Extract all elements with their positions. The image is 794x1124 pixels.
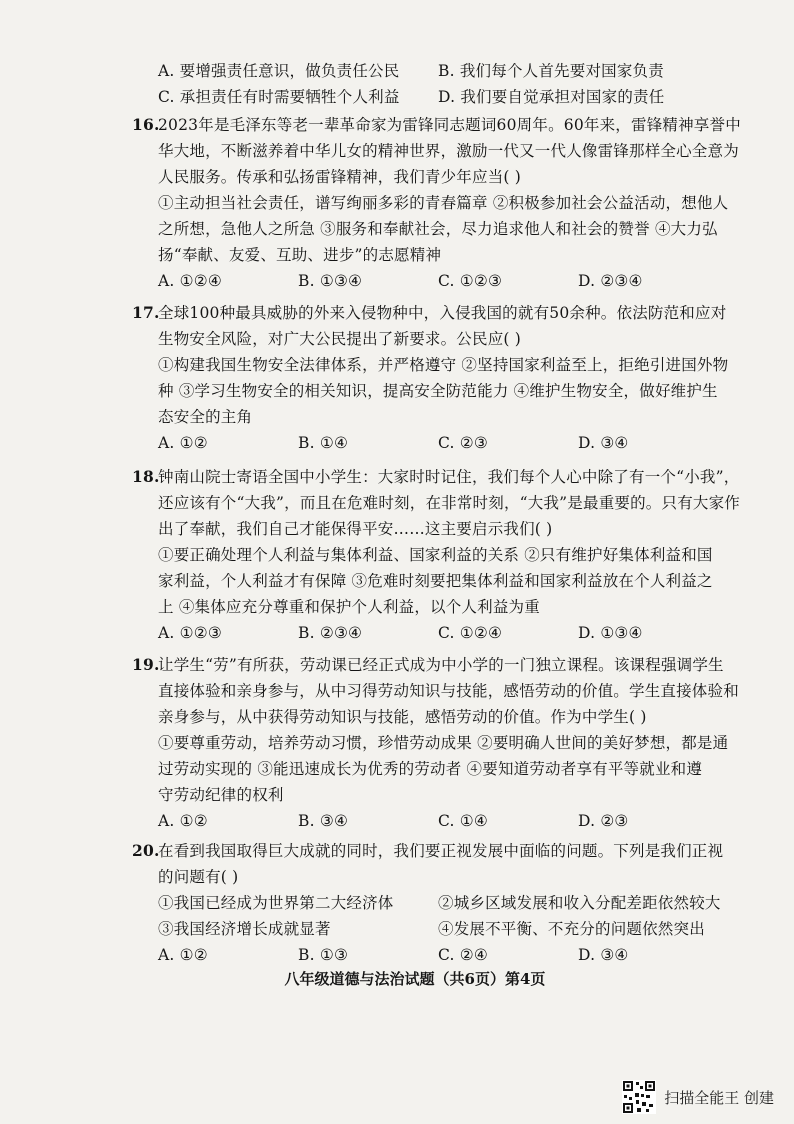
question-19: 19. 让学生“劳”有所获，劳动课已经正式成为中小学的一门独立课程。该课程强调学生 直接体验和亲身参与，从中习得劳动知识与技能，感悟劳动的价值。学生直接体验和 亲身参与，从中获得劳动知识与技能，感悟劳动的价值。作为中学生( ) ①要尊重劳动，培养劳动习惯，珍惜劳动成果 ②要明确人世间的美好梦想，都是通 过劳动实现的 ③能迅速成长为优秀的劳动者 ④要知道劳动者享有平等就业和遵 守劳动纪律的权利 A. ①② B. ③④ C. ①④ D. ②③ (158, 652, 718, 834)
option-d: D. 我们要自觉承担对国家的责任 (438, 88, 665, 106)
qr-code-icon (622, 1080, 656, 1114)
option-b: B. 我们每个人首先要对国家负责 (438, 62, 664, 80)
option-b: B. ①③ (298, 946, 349, 964)
option-d: D. ①③④ (578, 624, 643, 642)
answer-options (158, 808, 718, 834)
option-d: D. ③④ (578, 946, 629, 964)
question-20: 20. 在看到我国取得巨大成就的同时，我们要正视发展中面临的问题。下列是我们正视 的问题有( ) ①我国已经成为世界第二大经济体 ②城乡区域发展和收入分配差距依然较大 ③我国经济增长成就显著 ④发展不平衡、不充分的问题依然突出 A. ①② B. ①③ C. ②④ D. ③④ (158, 838, 718, 968)
option-d: D. ②③ (578, 812, 629, 830)
option-a: A. ①② (158, 812, 208, 830)
question-number: 18. (132, 467, 160, 486)
scanner-label: 扫描全能王 创建 (664, 1088, 774, 1107)
option-c: C. ②④ (438, 946, 488, 964)
option-b: B. ③④ (298, 812, 349, 830)
question-number: 16. (132, 115, 160, 134)
answer-options (158, 430, 718, 456)
question-number: 17. (132, 303, 160, 322)
question-number: 19. (132, 655, 160, 674)
option-c: C. ②③ (438, 434, 488, 452)
q15-options (158, 58, 718, 110)
page-footer: 八年级道德与法治试题（共6页）第4页 (284, 970, 546, 988)
option-row (158, 84, 718, 110)
question-16: 16. 2023年是毛泽东等老一辈革命家为雷锋同志题词60周年。60年来，雷锋精神享誉中 华大地，不断滋养着中华儿女的精神世界，激励一代又一代人像雷锋那样全心全意为 人民服务。传承和弘扬雷锋精神，我们青少年应当( ) ①主动担当社会责任，谱写绚丽多彩的青春篇章 ②积极参加社会公益活动，想他人 之所想，急他人之所急 ③服务和奉献社会，尽力追求他人和社会的赞誉 ④大力弘 扬“奉献、友爱、互助、进步”的志愿精神 A. ①②④ B. ①③④ C. ①②③ D. ②③④ (158, 112, 718, 294)
option-d: D. ③④ (578, 434, 629, 452)
answer-options (158, 268, 718, 294)
option-a: A. 要增强责任意识，做负责任公民 (158, 62, 400, 80)
option-c: C. 承担责任有时需要牺牲个人利益 (158, 88, 400, 106)
option-c: C. ①②④ (438, 624, 503, 642)
question-18: 18. 钟南山院士寄语全国中小学生：大家时时记住，我们每个人心中除了有一个“小我”， 还应该有个“大我”，而且在危难时刻，在非常时刻，“大我”是最重要的。只有大家作 出了奉献，我们自己才能保得平安……这主要启示我们( ) ①要正确处理个人利益与集体利益、国家利益的关系 ②只有维护好集体利益和国 家利益，个人利益才有保障 ③危难时刻要把集体利益和国家利益放在个人利益之 上 ④集体应充分尊重和保护个人利益，以个人利益为重 A. ①②③ B. ②③④ C. ①②④ D. ①③④ (158, 464, 718, 646)
option-b: B. ①③④ (298, 272, 363, 290)
option-a: A. ①②④ (158, 272, 222, 290)
option-b: B. ②③④ (298, 624, 363, 642)
answer-options (158, 942, 718, 968)
answer-options (158, 620, 718, 646)
question-number: 20. (132, 841, 160, 860)
option-a: A. ①②③ (158, 624, 222, 642)
option-a: A. ①② (158, 434, 208, 452)
option-c: C. ①②③ (438, 272, 503, 290)
option-row (158, 58, 718, 84)
option-c: C. ①④ (438, 812, 488, 830)
option-a: A. ①② (158, 946, 208, 964)
option-b: B. ①④ (298, 434, 349, 452)
scanner-watermark (622, 1080, 774, 1114)
question-17: 17. 全球100种最具威胁的外来入侵物种中，入侵我国的就有50余种。依法防范和应对 生物安全风险，对广大公民提出了新要求。公民应( ) ①构建我国生物安全法律体系，并严格遵守 ②坚持国家利益至上，拒绝引进国外物 种 ③学习生物安全的相关知识，提高安全防范能力 ④维护生物安全，做好维护生 态安全的主角 A. ①② B. ①④ C. ②③ D. ③④ (158, 300, 718, 456)
statement-row: ①我国已经成为世界第二大经济体 ②城乡区域发展和收入分配差距依然较大 (158, 894, 721, 912)
option-d: D. ②③④ (578, 272, 643, 290)
statement-row: ③我国经济增长成就显著 ④发展不平衡、不充分的问题依然突出 (158, 920, 705, 938)
